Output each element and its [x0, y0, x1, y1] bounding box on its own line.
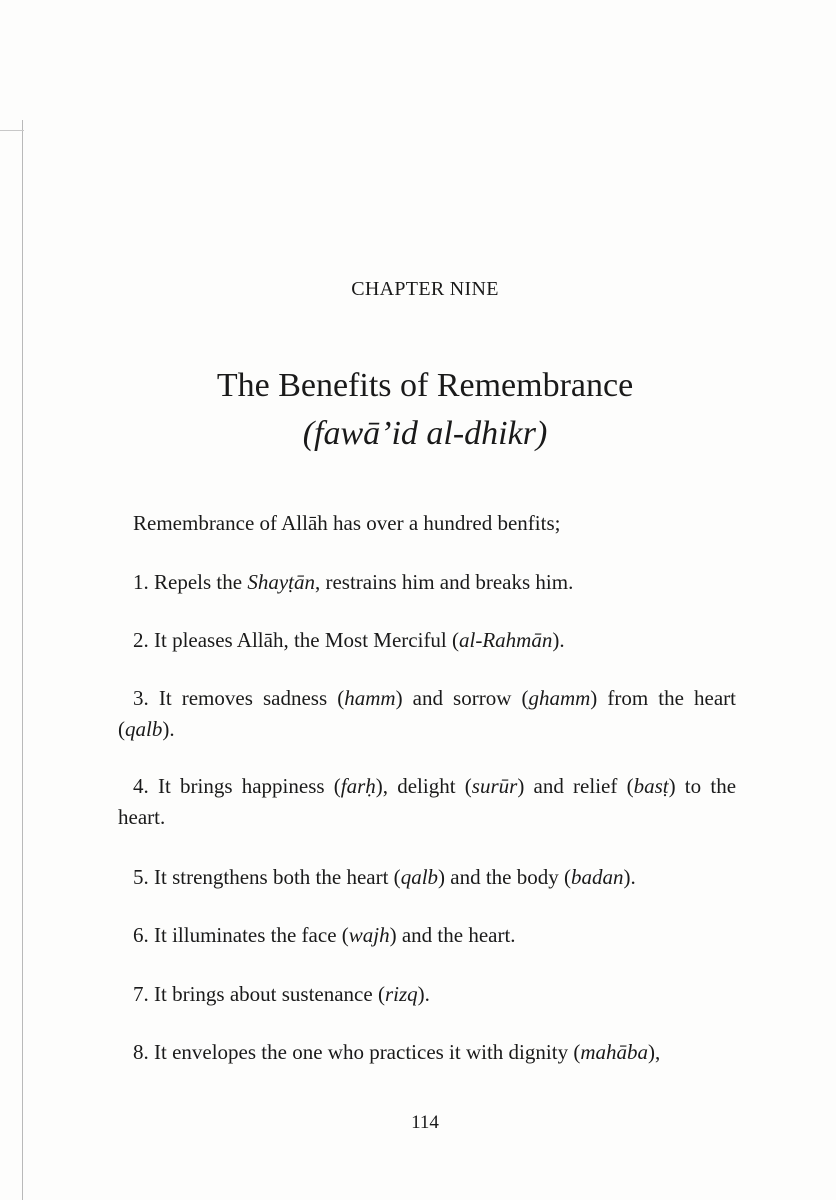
transliteration: mahāba: [580, 1040, 648, 1064]
benefit-text: 3. It removes sadness (: [133, 686, 345, 710]
transliteration: al-Rahmān: [459, 628, 553, 652]
transliteration: qalb: [400, 865, 439, 889]
benefit-text: ) and relief (: [517, 774, 634, 798]
benefit-text: 4. It brings happiness (: [133, 774, 341, 798]
benefit-item-5: [118, 862, 736, 893]
benefit-text: ),: [647, 1040, 661, 1064]
benefit-text: ) and the body (: [438, 865, 571, 889]
benefit-text: ).: [417, 982, 430, 1006]
benefit-text: , restrains him and breaks him.: [314, 570, 574, 594]
benefit-text: 2. It pleases Allāh, the Most Merciful (: [133, 628, 460, 652]
benefit-item-6: [118, 920, 736, 951]
benefit-text: ), delight (: [375, 774, 472, 798]
benefit-item-3: [118, 683, 736, 745]
benefit-text: ).: [552, 628, 565, 652]
benefit-text: ) and sorrow (: [395, 686, 529, 710]
transliteration: ghamm: [528, 686, 591, 710]
benefit-item-2: [118, 625, 736, 656]
benefit-text: ) from the heart (: [118, 686, 736, 741]
benefit-item-1: [118, 567, 736, 598]
benefit-text: ).: [623, 865, 636, 889]
benefit-text: 7. It brings about sustenance (: [133, 982, 385, 1006]
transliteration: qalb: [125, 717, 163, 741]
transliteration: surūr: [471, 774, 518, 798]
intro-text: Remembrance of Allāh has over a hundred benfits;: [133, 511, 561, 535]
transliteration: badan: [571, 865, 624, 889]
transliteration: hamm: [344, 686, 396, 710]
transliteration: basṭ: [633, 774, 669, 798]
benefit-item-8: [118, 1037, 736, 1068]
page-edge-mark: [0, 130, 24, 131]
chapter-label: CHAPTER NINE: [351, 278, 499, 300]
transliteration: farḥ: [340, 774, 376, 798]
benefit-text: 5. It strengthens both the heart (: [133, 865, 401, 889]
benefit-text: 8. It envelopes the one who practices it with dignity (: [133, 1040, 581, 1064]
page-number: 114: [411, 1112, 439, 1133]
benefit-text: ) and the heart.: [389, 923, 516, 947]
benefit-text: 1. Repels the: [133, 570, 248, 594]
benefit-text: 6. It illuminates the face (: [133, 923, 349, 947]
transliteration: Shayṭān: [247, 570, 315, 594]
intro-paragraph: [118, 508, 736, 539]
benefit-text: ).: [162, 717, 175, 741]
chapter-subtitle: (fawā’id al-dhikr): [302, 415, 548, 452]
transliteration: wajh: [348, 923, 390, 947]
benefit-text: ) to the heart.: [118, 774, 737, 829]
benefit-item-4: [118, 771, 736, 833]
transliteration: rizq: [384, 982, 418, 1006]
benefit-item-7: [118, 979, 736, 1010]
chapter-title: The Benefits of Remembrance: [216, 367, 634, 404]
